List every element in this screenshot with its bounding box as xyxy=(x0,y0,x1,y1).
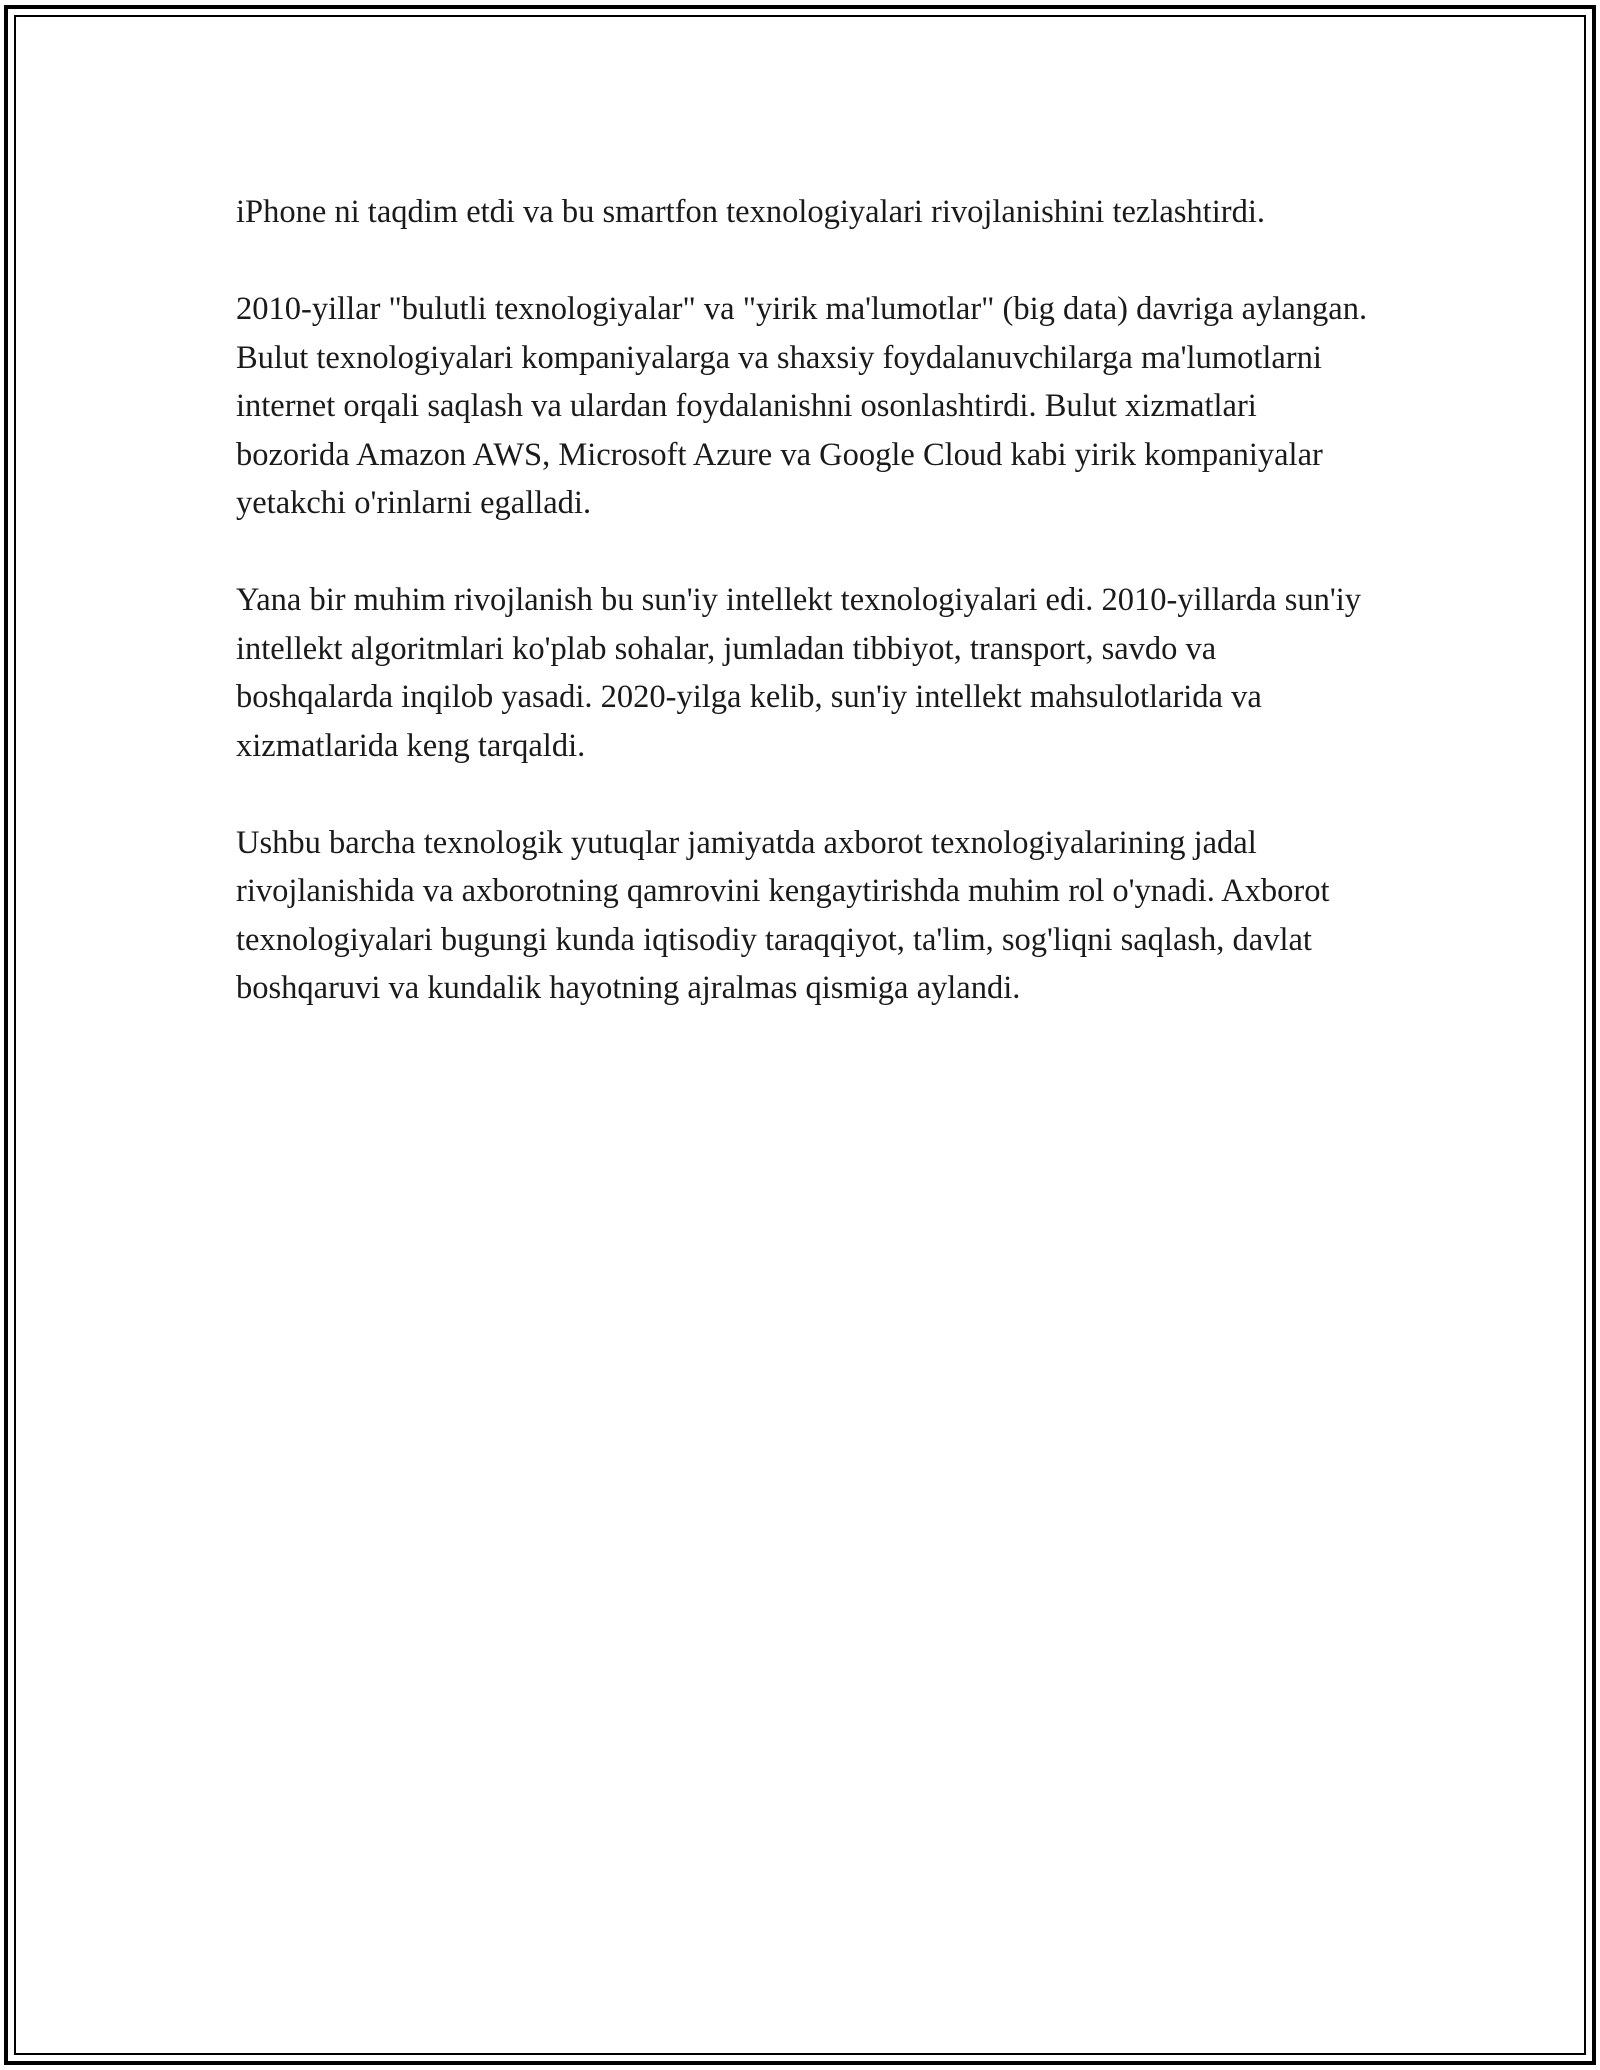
paragraph-3: Yana bir muhim rivojlanish bu sun'iy intellekt texnologiyalari edi. 2010-yillarda sun'iy intellekt algoritmlari ko'plab sohalar, jumladan tibbiyot, transport, savdo va boshqalarda inqilob yasadi. 2020-yilga kelib, sun'iy intellekt mahsulotlarida va xizmatlarida keng tarqaldi. xyxy=(236,582,1361,764)
paragraph-2: 2010-yillar "bulutli texnologiyalar" va "yirik ma'lumotlar" (big data) davriga aylangan. Bulut texnologiyalari kompaniyalarga va shaxsiy foydalanuvchilarga ma'lumotlarni internet orqali saqlash va ulardan foydalanishni osonlashtirdi. Bulut xizmatlari bozorida Amazon AWS, Microsoft Azure va Google Cloud kabi yirik kompaniyalar yetakchi o'rinlarni egalladi. xyxy=(236,291,1368,521)
paragraph-1: iPhone ni taqdim etdi va bu smartfon texnologiyalari rivojlanishini tezlashtirdi. xyxy=(236,194,1265,230)
paragraph-4: Ushbu barcha texnologik yutuqlar jamiyatda axborot texnologiyalarining jadal rivojlanishida va axborotning qamrovini kengaytirishda muhim rol o'ynadi. Axborot texnologiyalari bugungi kunda iqtisodiy taraqqiyot, ta'lim, sog'liqni saqlash, davlat boshqaruvi va kundalik hayotning ajralmas qismiga aylandi. xyxy=(236,824,1330,1006)
document-body xyxy=(236,188,1376,1061)
